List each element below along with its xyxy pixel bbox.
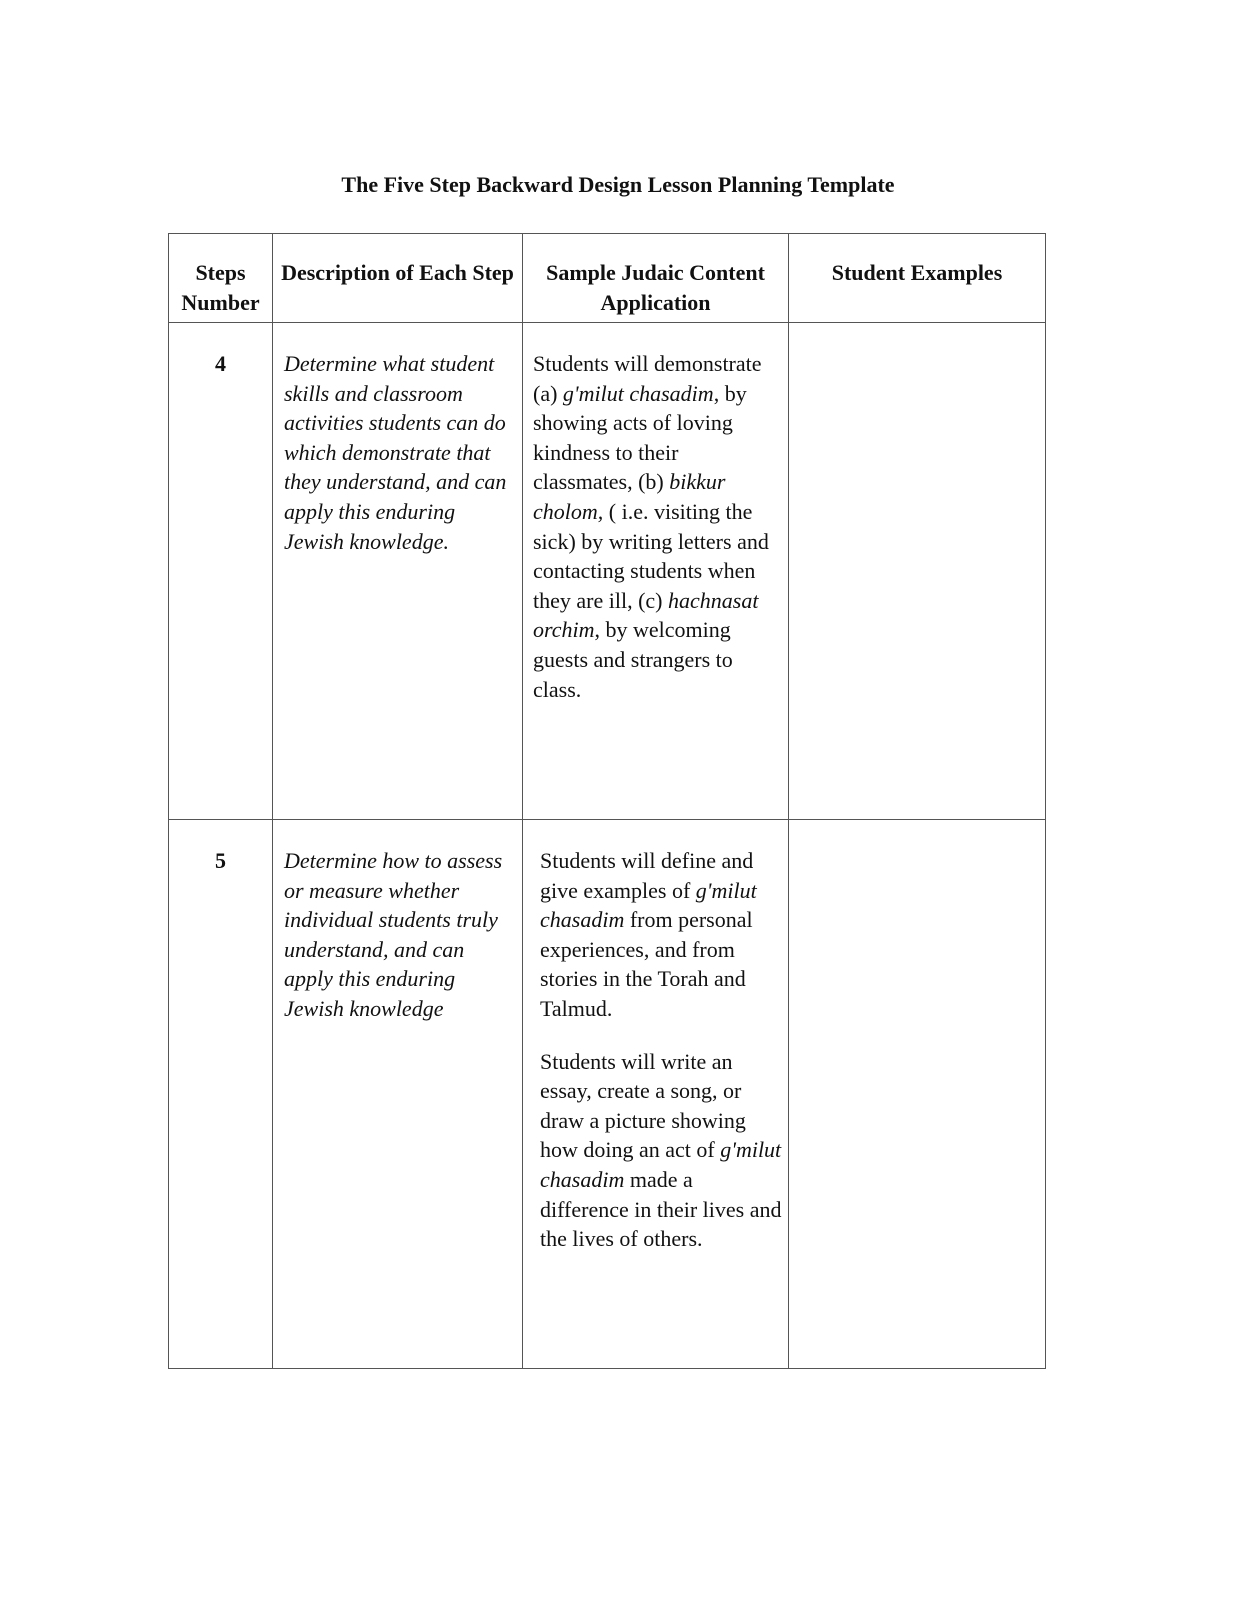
header-steps-number: Steps Number	[169, 234, 273, 323]
document-title: The Five Step Backward Design Lesson Planning Template	[341, 172, 895, 197]
table-header-row	[169, 234, 1046, 323]
header-sample-application: Sample Judaic Content Application	[523, 234, 789, 323]
header-student-examples: Student Examples	[789, 234, 1046, 323]
lesson-plan-table	[168, 233, 1046, 1369]
sample-paragraph-1: Students will define and give examples of g'milut chasadim from personal experiences, and from stories in the Torah and Talmud.	[540, 848, 757, 1021]
table-row	[169, 323, 1046, 820]
step-number: 4	[169, 323, 273, 820]
sample-application: Students will demonstrate (a) g'milut chasadim, by showing acts of loving kindness to their classmates, (b) bikkur cholom, ( i.e. visiting the sick) by writing letters and contacting students when they are ill, (c) hachnasat orchim, by welcoming guests and strangers to class.	[523, 323, 789, 820]
student-examples-cell	[789, 323, 1046, 820]
step-description: Determine how to assess or measure whether individual students truly understand, and can apply this enduring Jewish knowledge	[273, 820, 523, 1369]
student-examples-cell	[789, 820, 1046, 1369]
header-description: Description of Each Step	[273, 234, 523, 323]
step-description: Determine what student skills and classroom activities students can do which demonstrate that they understand, and can apply this enduring Jewish knowledge.	[273, 323, 523, 820]
step-number: 5	[169, 820, 273, 1369]
sample-application	[523, 820, 789, 1369]
sample-paragraph-2: Students will write an essay, create a song, or draw a picture showing how doing an act of g'milut chasadim made a difference in their lives and the lives of others.	[540, 1048, 782, 1252]
table-row	[169, 820, 1046, 1369]
